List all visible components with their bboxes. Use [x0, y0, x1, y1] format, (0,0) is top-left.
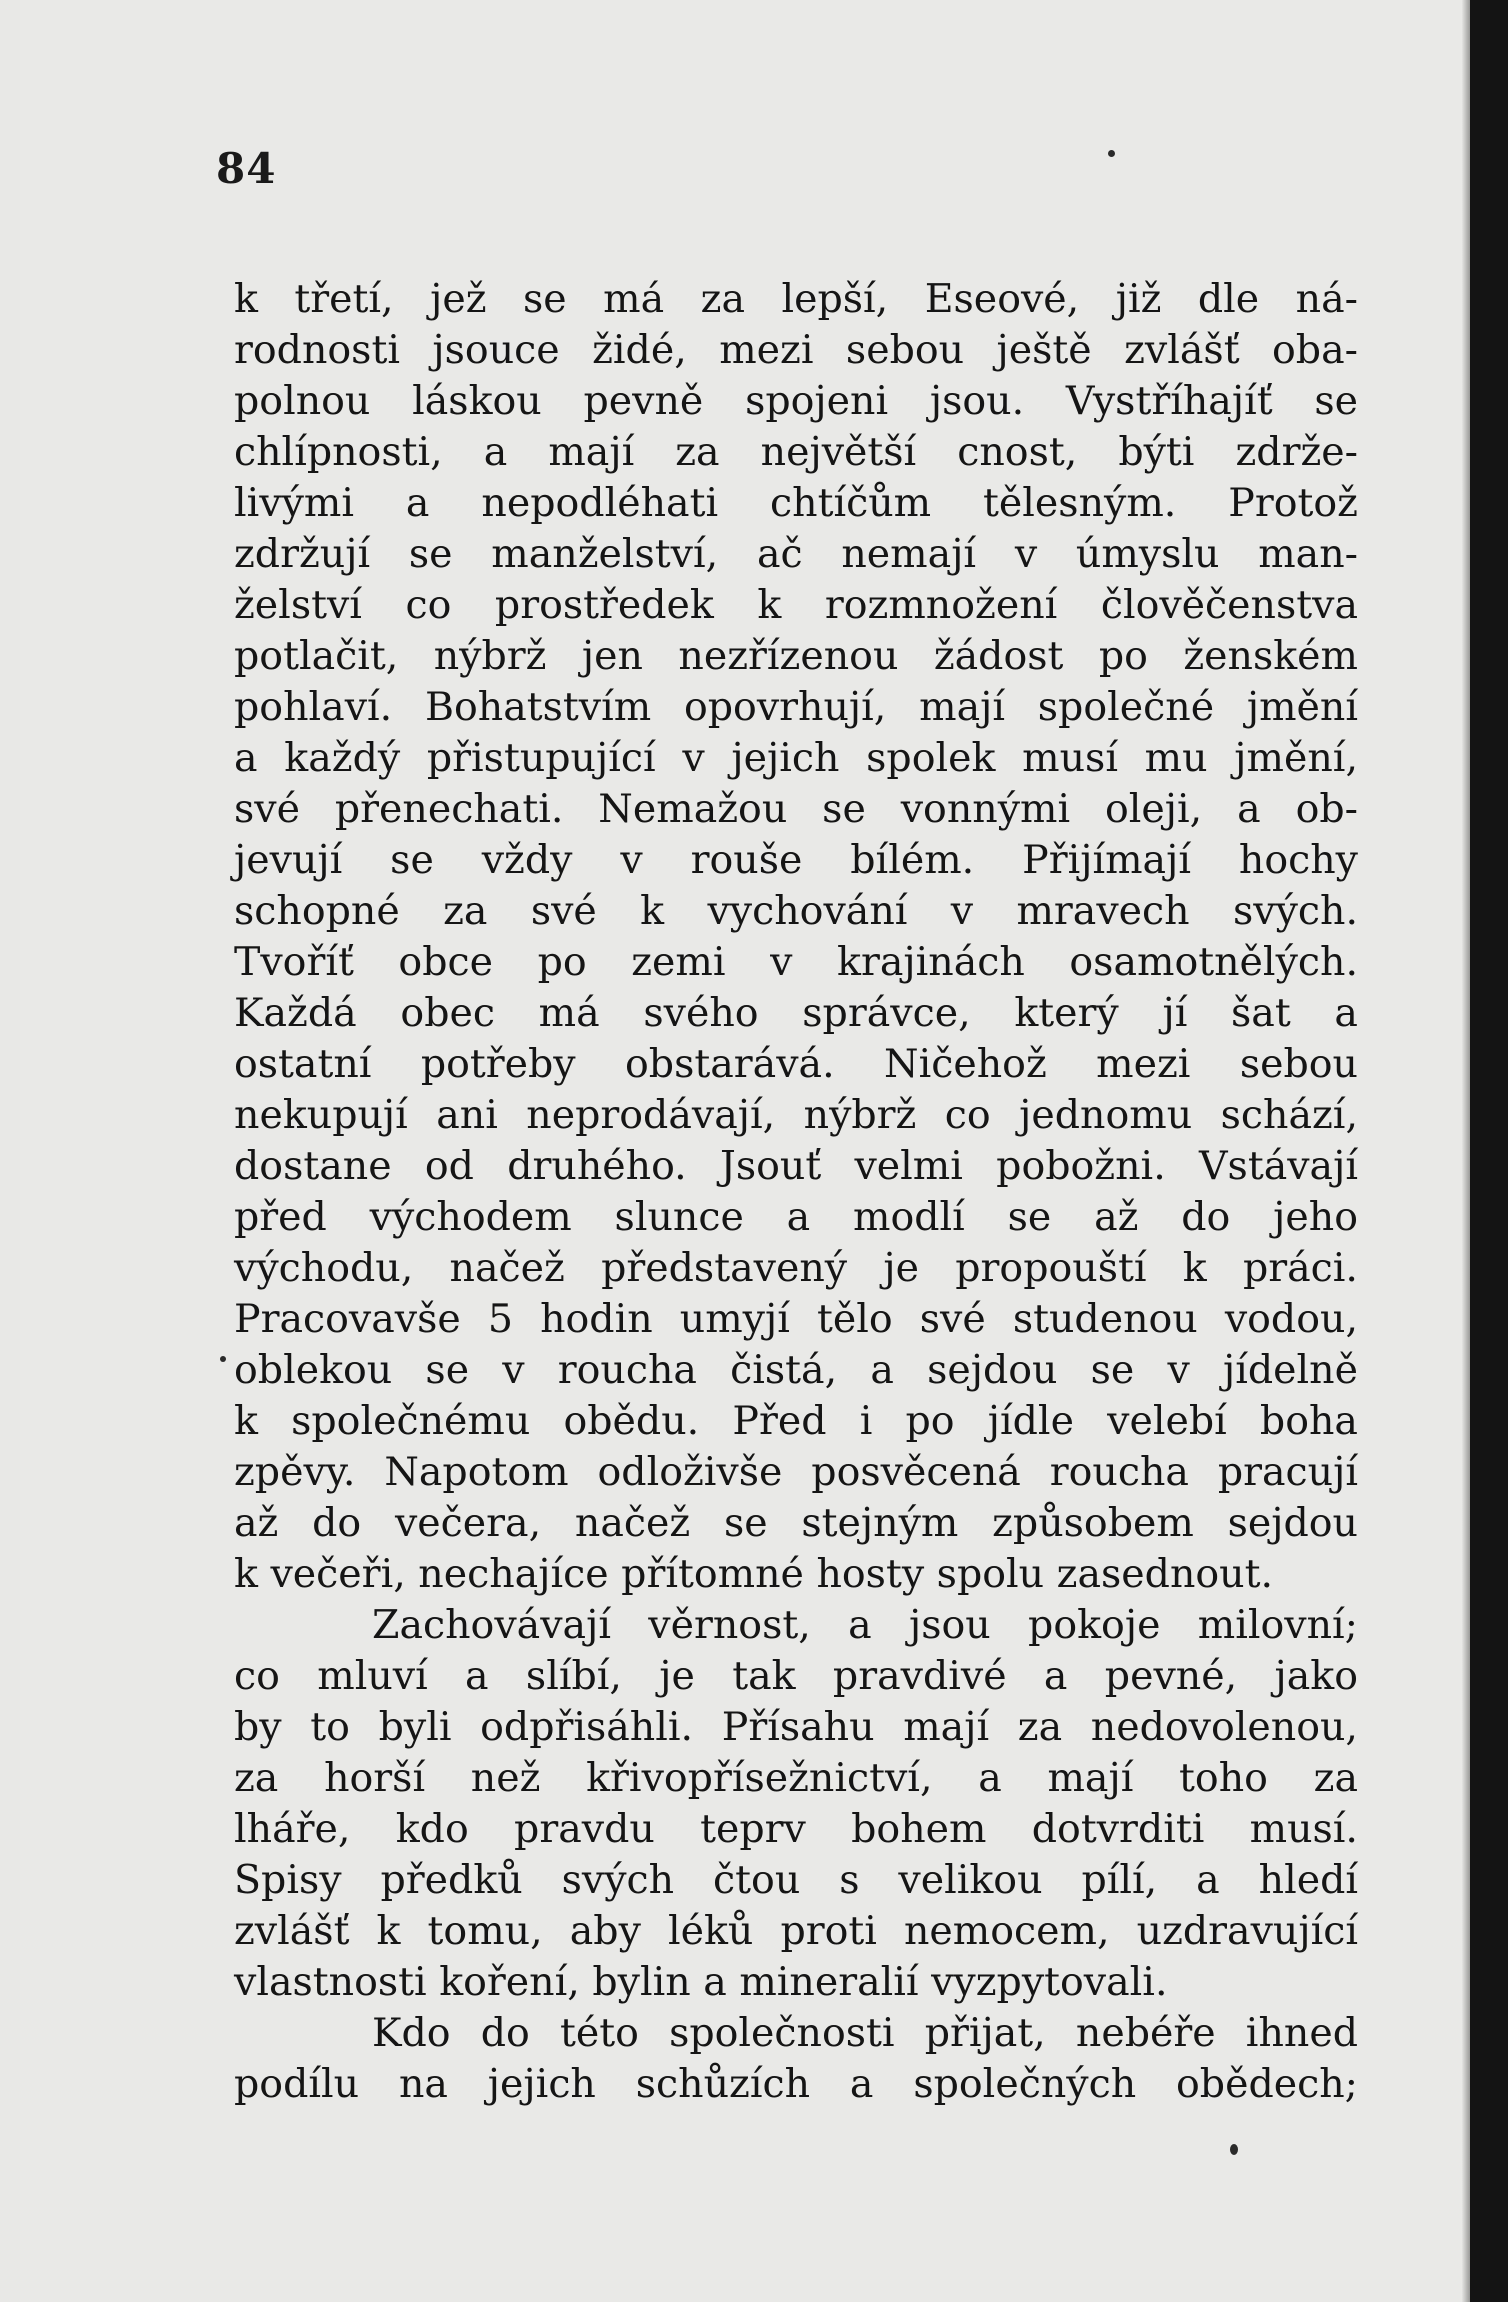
scan-speck: [1108, 150, 1115, 157]
text-line: Tvoříť obce po zemi v krajinách osamotnělých.: [234, 939, 1358, 985]
text-line: co mluví a slíbí, je tak pravdivé a pevné, jako: [234, 1653, 1358, 1699]
book-spine: [1470, 0, 1508, 2302]
text-line: Pracovavše 5 hodin umyjí tělo své studenou vodou,: [234, 1296, 1358, 1342]
text-line: chlípnosti, a mají za největší cnost, býti zdrže-: [234, 429, 1358, 475]
paragraph-start-line: Kdo do této společnosti přijat, nebéře ihned: [372, 2010, 1358, 2056]
text-line: zvlášť k tomu, aby léků proti nemocem, uzdravující: [234, 1908, 1358, 1954]
paragraph-end-line: k večeři, nechajíce přítomné hosty spolu zasednout.: [234, 1551, 1274, 1597]
text-line: před východem slunce a modlí se až do jeho: [234, 1194, 1358, 1240]
text-line: nekupují ani neprodávají, nýbrž co jednomu schází,: [234, 1092, 1358, 1138]
text-line: rodnosti jsouce židé, mezi sebou ještě zvlášť oba-: [234, 327, 1358, 373]
text-line: za horší než křivopřísežnictví, a mají toho za: [234, 1755, 1358, 1801]
scan-speck: [1230, 2144, 1238, 2155]
text-line: východu, načež představený je propouští k práci.: [234, 1245, 1358, 1291]
text-line: Spisy předků svých čtou s velikou pílí, a hledí: [234, 1857, 1358, 1903]
text-line: želství co prostředek k rozmnožení člověčenstva: [234, 582, 1358, 628]
text-line: k společnému obědu. Před i po jídle velebí boha: [234, 1398, 1358, 1444]
text-line: k třetí, jež se má za lepší, Eseové, již dle ná-: [234, 276, 1358, 322]
text-line: dostane od druhého. Jsouť velmi pobožni. Vstávají: [234, 1143, 1358, 1189]
paragraph-end-line: vlastnosti koření, bylin a mineralií vyzpytovali.: [234, 1959, 1168, 2005]
text-line: by to byli odpřisáhli. Přísahu mají za nedovolenou,: [234, 1704, 1358, 1750]
text-line: livými a nepodléhati chtíčům tělesným. Protož: [234, 480, 1358, 526]
text-line: potlačit, nýbrž jen nezřízenou žádost po ženském: [234, 633, 1358, 679]
text-line: lháře, kdo pravdu teprv bohem dotvrditi musí.: [234, 1806, 1358, 1852]
page-number: 84: [216, 144, 277, 193]
text-line: oblekou se v roucha čistá, a sejdou se v jídelně: [234, 1347, 1358, 1393]
text-line: zpěvy. Napotom odloživše posvěcená roucha pracují: [234, 1449, 1358, 1495]
text-line: polnou láskou pevně spojeni jsou. Vystříhajíť se: [234, 378, 1358, 424]
text-line: a každý přistupující v jejich spolek musí mu jmění,: [234, 735, 1358, 781]
text-line: až do večera, načež se stejným způsobem sejdou: [234, 1500, 1358, 1546]
text-line: schopné za své k vychování v mravech svých.: [234, 888, 1358, 934]
text-line: pohlaví. Bohatstvím opovrhují, mají společné jmění: [234, 684, 1358, 730]
text-line: jevují se vždy v rouše bílém. Přijímají hochy: [234, 837, 1358, 883]
body-text: [234, 274, 1358, 2110]
paragraph-start-line: Zachovávají věrnost, a jsou pokoje milovní;: [372, 1602, 1358, 1648]
text-line: Každá obec má svého správce, který jí šat a: [234, 990, 1358, 1036]
text-line: ostatní potřeby obstarává. Ničehož mezi sebou: [234, 1041, 1358, 1087]
text-line: své přenechati. Nemažou se vonnými oleji, a ob-: [234, 786, 1358, 832]
scan-speck: [220, 1356, 226, 1362]
text-line: podílu na jejich schůzích a společných obědech;: [234, 2061, 1358, 2107]
text-line: zdržují se manželství, ač nemají v úmyslu man-: [234, 531, 1358, 577]
page-edge-shadow: [1462, 0, 1470, 2302]
